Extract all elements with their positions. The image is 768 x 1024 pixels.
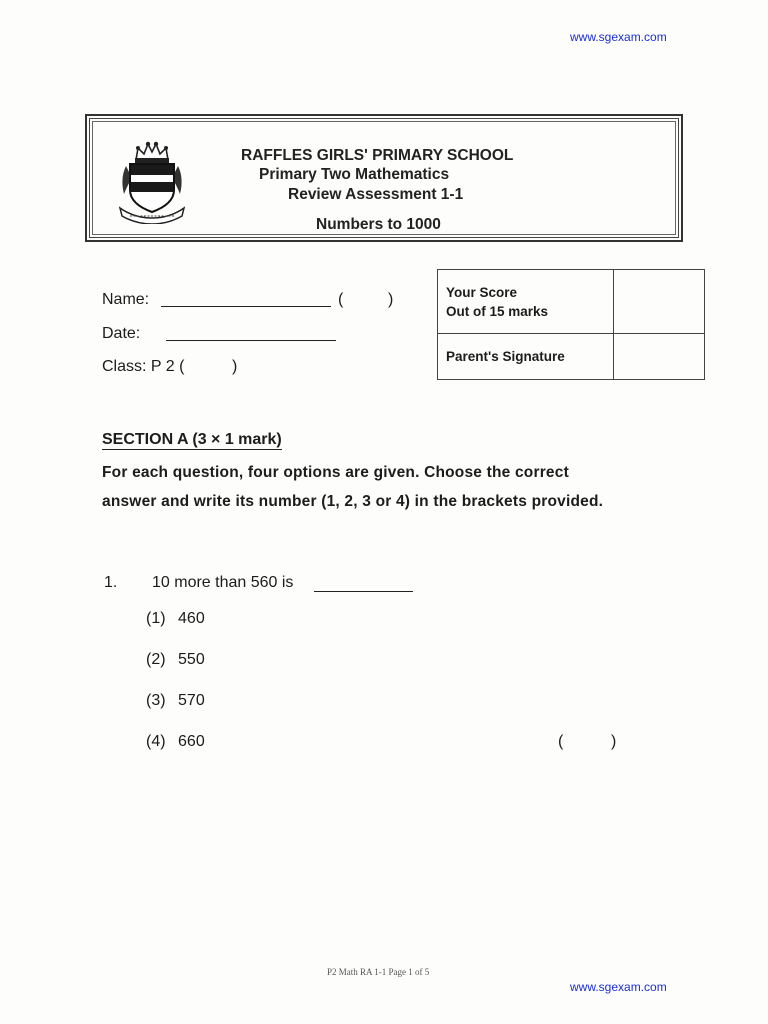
option-value: 660	[178, 733, 205, 750]
school-name: RAFFLES GIRLS' PRIMARY SCHOOL	[241, 147, 514, 164]
score-table	[437, 269, 705, 380]
name-bracket-open: (	[338, 291, 344, 308]
subject-title: Primary Two Mathematics	[259, 166, 450, 183]
page-footer: P2 Math RA 1-1 Page 1 of 5	[327, 967, 430, 977]
option-1	[146, 610, 205, 628]
class-label: Class: P 2 (	[102, 358, 185, 375]
option-label: (4)	[146, 733, 166, 750]
signature-label: Parent's Signature	[446, 349, 565, 364]
option-3	[146, 692, 205, 710]
score-label-cell	[438, 270, 614, 334]
signature-cell[interactable]	[614, 334, 705, 380]
answer-bracket-open: (	[558, 733, 564, 750]
instruction-line-1: For each question, four options are given. Choose the correct	[102, 464, 569, 481]
date-field[interactable]	[166, 340, 336, 341]
name-label: Name:	[102, 291, 150, 308]
option-value: 550	[178, 651, 205, 668]
option-2	[146, 651, 205, 669]
class-bracket-close: )	[232, 358, 238, 375]
name-field[interactable]	[161, 306, 331, 307]
answer-bracket-close: )	[611, 733, 617, 750]
option-value: 460	[178, 610, 205, 627]
instruction-line-2: answer and write its number (1, 2, 3 or 4) in the brackets provided.	[102, 493, 604, 510]
question-text: 10 more than 560 is	[152, 574, 294, 591]
answer-input[interactable]	[568, 734, 608, 754]
topic-title: Numbers to 1000	[316, 216, 441, 233]
option-value: 570	[178, 692, 205, 709]
signature-label-cell	[438, 334, 614, 380]
score-value-cell[interactable]	[614, 270, 705, 334]
name-bracket-close: )	[388, 291, 394, 308]
score-max-label: Out of 15 marks	[446, 303, 549, 319]
option-4	[146, 733, 205, 751]
site-url-bottom[interactable]: www.sgexam.com	[570, 980, 667, 994]
school-crest-icon	[116, 138, 188, 224]
question-number: 1.	[104, 574, 118, 591]
option-label: (2)	[146, 651, 166, 668]
option-label: (3)	[146, 692, 166, 709]
section-title: SECTION A (3 × 1 mark)	[102, 431, 282, 448]
assessment-title: Review Assessment 1-1	[288, 186, 464, 203]
option-label: (1)	[146, 610, 166, 627]
site-url-top[interactable]: www.sgexam.com	[570, 30, 667, 44]
date-label: Date:	[102, 325, 141, 342]
question-blank	[314, 591, 413, 592]
score-label: Your Score	[446, 284, 518, 300]
